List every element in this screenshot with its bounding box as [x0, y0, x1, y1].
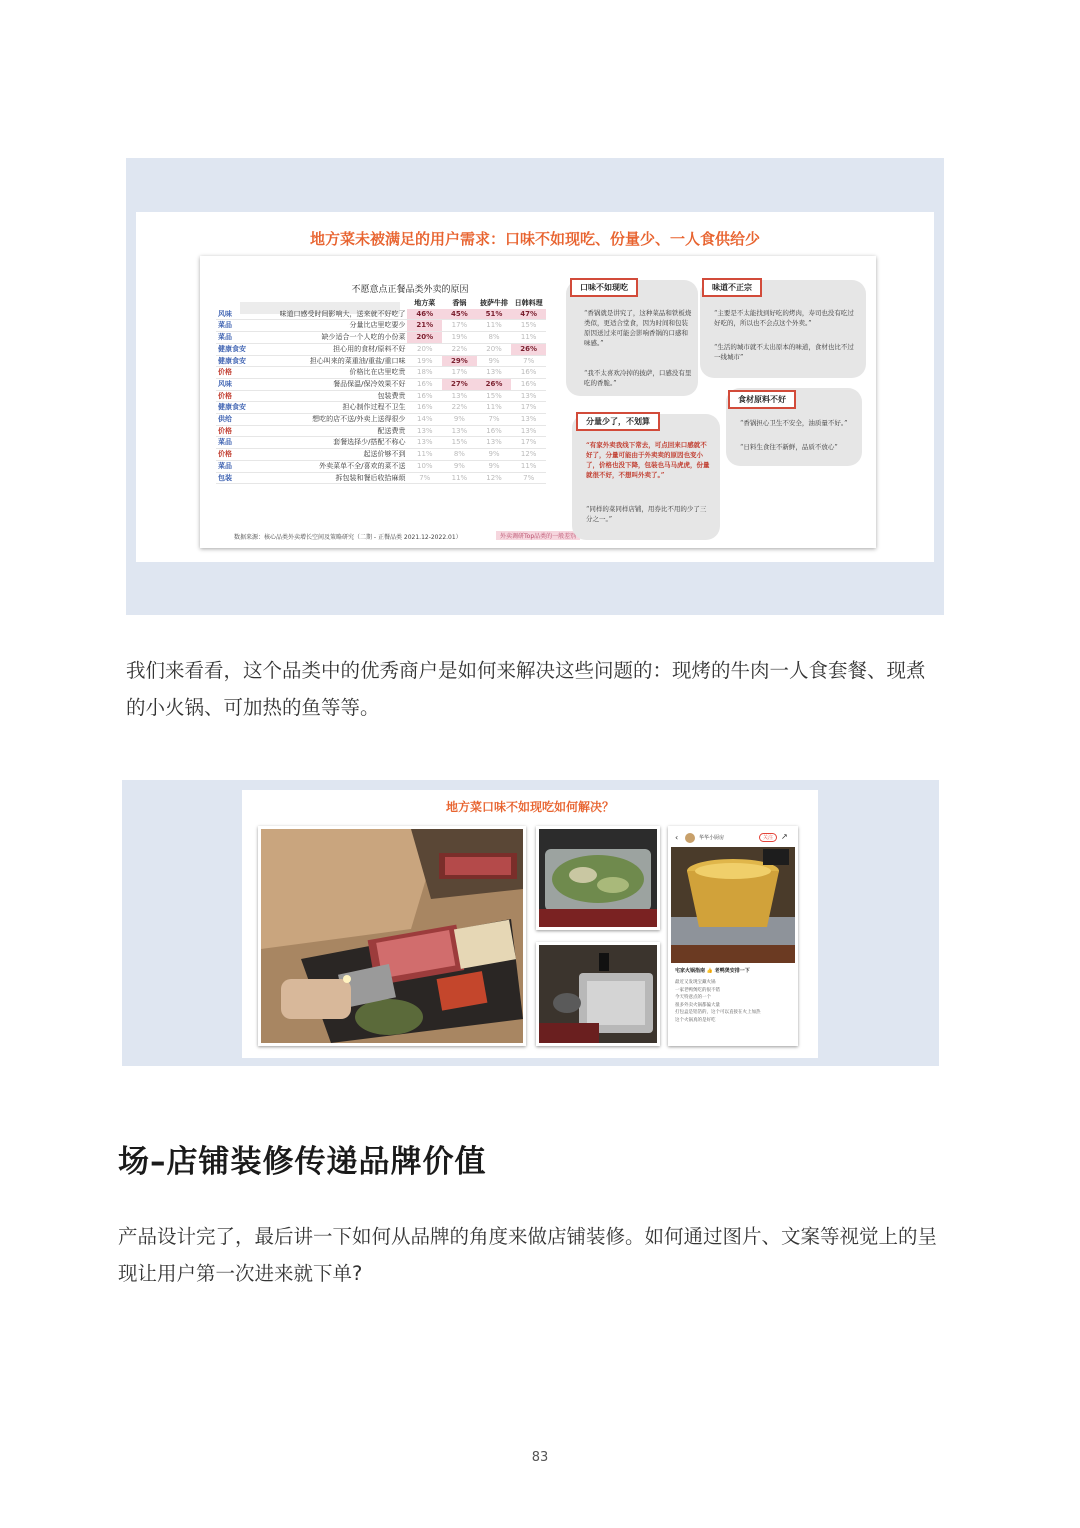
row-category-tag: 价格	[218, 450, 232, 459]
row-value: 15%	[451, 438, 468, 447]
row-value: 11%	[520, 333, 537, 342]
row-value: 8%	[453, 450, 465, 459]
table-title: 不愿意点正餐品类外卖的原因	[351, 285, 469, 295]
table-source-note: 数据来源：核心品类外卖增长空间及策略研究（二期 - 正餐品类 2021.12-2022.01）	[234, 534, 462, 541]
social-post-screenshot	[668, 826, 798, 1046]
post-username: 华华小厨房	[699, 835, 725, 841]
row-value: 19%	[451, 333, 468, 342]
row-category-tag: 健康食安	[218, 403, 246, 412]
callout-quote: “日料生食往不新鲜，品质不放心”	[740, 443, 838, 451]
row-value: 51%	[477, 309, 512, 320]
row-value: 9%	[453, 415, 465, 424]
row-reason: 分量比店里吃要少	[349, 321, 406, 330]
row-category-tag: 包装	[218, 473, 232, 482]
table-row	[216, 320, 546, 332]
row-value: 13%	[520, 426, 537, 435]
row-value: 16%	[520, 379, 537, 388]
hotpot-foil-illustration	[671, 847, 795, 963]
row-reason: 缺少适合一个人吃的小份菜	[321, 333, 406, 342]
row-value: 13%	[451, 391, 468, 400]
row-value: 20%	[407, 332, 442, 344]
row-category-tag: 菜品	[218, 333, 232, 342]
figure-2-slide	[242, 790, 818, 1058]
row-value: 17%	[451, 321, 468, 330]
column-header: 日韩料理	[514, 299, 543, 307]
section-heading: 场–店铺装修传递品牌价值	[118, 1144, 487, 1180]
row-reason: 包装费贵	[377, 391, 406, 400]
row-value: 15%	[520, 321, 537, 330]
row-category-tag: 健康食安	[218, 356, 246, 365]
table-row	[216, 414, 546, 426]
callout-quote: “香锅就是讲究了，这种菜品和铁板烧类似，更适合堂食，因为时间和包装原因送过来可能会影响香锅的口感和味感。”	[584, 309, 692, 347]
post-title: 宅家火锅指南 👍 老鸭煲安排一下	[675, 968, 750, 974]
avatar	[685, 833, 695, 843]
row-value: 10%	[416, 461, 433, 470]
callout-label: 食材原料不好	[728, 390, 796, 409]
table-row	[216, 355, 546, 367]
row-reason: 担心用的食材/原料不好	[333, 344, 406, 353]
row-reason: 想吃的店不送/外卖上送得很少	[312, 415, 406, 424]
figure-2-title: 地方菜口味不如现吃如何解决？	[445, 800, 614, 814]
table-row	[216, 378, 546, 390]
row-value: 17%	[451, 368, 468, 377]
row-value: 19%	[416, 356, 433, 365]
row-value: 45%	[442, 309, 477, 320]
follow-button[interactable]: 关注	[759, 833, 777, 842]
post-line: 打包盒是铝箔的，这个可以直接在火上加热	[675, 1010, 761, 1015]
row-reason: 外卖菜单不全/喜欢的菜不送	[319, 461, 406, 470]
row-value: 7%	[419, 473, 431, 482]
callout-quote: “生活的城市就不太出原本的味道，食材也比不过一线城市”	[714, 343, 854, 361]
row-value: 16%	[416, 379, 433, 388]
table-row	[216, 472, 546, 484]
row-value: 13%	[520, 391, 537, 400]
row-value: 27%	[442, 378, 477, 390]
row-value: 16%	[416, 391, 433, 400]
column-header: 披萨牛排	[480, 299, 509, 307]
callout-quote: “同样的菜同样店铺，用券比不用的少了三分之一。”	[586, 505, 707, 523]
row-value: 7%	[523, 473, 535, 482]
callout-quote: “主要是不太能找到好吃的烤肉，寿司也没有吃过好吃的，所以也不会点这个外卖。”	[714, 309, 854, 327]
beef-set-photo	[258, 826, 526, 1046]
row-category-tag: 菜品	[218, 461, 232, 470]
fish-box-illustration	[539, 945, 657, 1043]
row-value: 46%	[407, 309, 442, 320]
column-header: 香锅	[452, 299, 467, 307]
post-line: 最近又发现宝藏火锅	[675, 980, 716, 985]
post-line: 今天特意点的一个	[675, 995, 711, 1000]
row-category-tag: 价格	[218, 426, 232, 435]
beef-set-illustration	[261, 829, 523, 1043]
row-reason: 配送费贵	[377, 426, 406, 435]
row-value: 22%	[451, 403, 468, 412]
row-category-tag: 供给	[218, 415, 232, 424]
row-value: 13%	[451, 426, 468, 435]
table-row	[216, 425, 546, 437]
table-row	[216, 402, 546, 414]
reason-header	[249, 298, 408, 309]
table-row	[216, 343, 546, 355]
row-value: 47%	[511, 309, 546, 320]
body-paragraph: 产品设计完了，最后讲一下如何从品牌的角度来做店铺装修。如何通过图片、文案等视觉上的呈现让用户第一次进来就下单?	[118, 1225, 938, 1285]
row-reason: 味道口感受时间影响大，送来就不好吃了	[279, 309, 406, 318]
row-value: 13%	[520, 415, 537, 424]
table-row	[216, 390, 546, 402]
row-value: 13%	[486, 438, 502, 447]
table-row	[216, 367, 546, 379]
table-row	[216, 332, 546, 344]
row-reason: 套餐选择少/搭配不称心	[333, 438, 406, 447]
row-value: 20%	[416, 344, 433, 353]
figure-1-title: 地方菜未被满足的用户需求：口味不如现吃、份量少、一人食供给少	[309, 230, 760, 248]
row-reason: 起送价够不到	[363, 450, 406, 459]
callout-label: 味道不正宗	[702, 278, 762, 297]
row-value: 26%	[511, 343, 546, 355]
callout-label: 口味不如现吃	[570, 278, 638, 297]
row-value: 16%	[486, 426, 502, 435]
row-value: 11%	[520, 461, 537, 470]
row-value: 8%	[488, 333, 500, 342]
back-chevron-icon[interactable]: ‹	[675, 833, 679, 842]
row-value: 13%	[486, 368, 502, 377]
row-value: 11%	[416, 450, 433, 459]
row-value: 29%	[442, 355, 477, 367]
row-value: 18%	[416, 368, 433, 377]
tag-header	[216, 298, 249, 309]
row-value: 16%	[416, 403, 433, 412]
row-value: 11%	[451, 473, 468, 482]
fish-box-photo	[536, 942, 660, 1046]
post-line: 一家老鸭煲吃的很不错	[675, 987, 720, 993]
body-paragraph: 我们来看看，这个品类中的优秀商户是如何来解决这些问题的：现烤的牛肉一人食套餐、现煮的小火锅、可加热的鱼等等。	[126, 659, 926, 719]
row-value: 26%	[477, 378, 512, 390]
row-value: 9%	[488, 461, 500, 470]
row-category-tag: 价格	[218, 391, 232, 400]
row-value: 17%	[520, 438, 537, 447]
figure-1-slide	[136, 212, 934, 562]
post-line: 很多外卖火锅都偏大量	[675, 1002, 720, 1008]
table-row	[216, 449, 546, 461]
row-value: 13%	[416, 426, 433, 435]
row-value: 12%	[520, 450, 537, 459]
table-row	[216, 460, 546, 472]
row-value: 9%	[488, 356, 500, 365]
table-row	[216, 437, 546, 449]
row-value: 12%	[486, 473, 502, 482]
row-category-tag: 风味	[218, 379, 232, 388]
reason-table	[216, 298, 546, 484]
callout-label: 分量少了，不划算	[576, 412, 660, 431]
row-value: 11%	[486, 321, 502, 330]
page-number: 83	[531, 1450, 549, 1465]
row-value: 22%	[451, 344, 468, 353]
row-value: 9%	[453, 461, 465, 470]
post-line: 这个火锅真的是好吃	[675, 1017, 716, 1023]
callout-quote: “香锅担心卫生不安全，油质量不好。”	[740, 419, 848, 427]
row-value: 14%	[416, 415, 433, 424]
figure-1-panel	[200, 256, 876, 548]
share-icon[interactable]: ↗	[781, 832, 788, 841]
row-value: 21%	[407, 320, 442, 332]
row-value: 7%	[523, 356, 535, 365]
row-category-tag: 健康食安	[218, 344, 246, 353]
row-reason: 价格比在店里吃贵	[349, 368, 406, 377]
row-value: 15%	[486, 391, 502, 400]
table-row	[216, 309, 546, 320]
table-source-tag: 外卖调研Top品类的一般差别	[496, 531, 580, 540]
row-reason: 担心制作过程不卫生	[342, 403, 406, 412]
row-reason: 担心叫来的菜重油/重盐/重口味	[309, 356, 406, 365]
row-reason: 拆包装和餐后收拾麻烦	[335, 473, 406, 482]
row-value: 16%	[520, 368, 537, 377]
row-value: 13%	[416, 438, 433, 447]
row-value: 17%	[520, 403, 537, 412]
row-category-tag: 菜品	[218, 321, 232, 330]
callout-quote: “有家外卖我线下常去，可点回来口感就不好了，分量可能由于外卖卖的原因也变小了，价格也没下降，包装也马马虎虎，份量就很不好，不想叫外卖了。”	[586, 441, 710, 479]
row-category-tag: 风味	[218, 309, 232, 318]
row-value: 11%	[486, 403, 502, 412]
row-value: 20%	[486, 344, 502, 353]
hotpot-illustration	[539, 829, 657, 927]
row-category-tag: 价格	[218, 368, 232, 377]
row-value: 7%	[488, 415, 500, 424]
callout-quote: “我不太喜欢冷掉的披萨，口感没有里吃的香脆。”	[584, 369, 692, 387]
row-category-tag: 菜品	[218, 438, 232, 447]
post-body	[675, 979, 793, 1024]
row-reason: 餐品保温/保冷效果不好	[333, 379, 406, 388]
column-header: 地方菜	[414, 299, 436, 307]
row-value: 9%	[488, 450, 500, 459]
hotpot-photo	[536, 826, 660, 930]
